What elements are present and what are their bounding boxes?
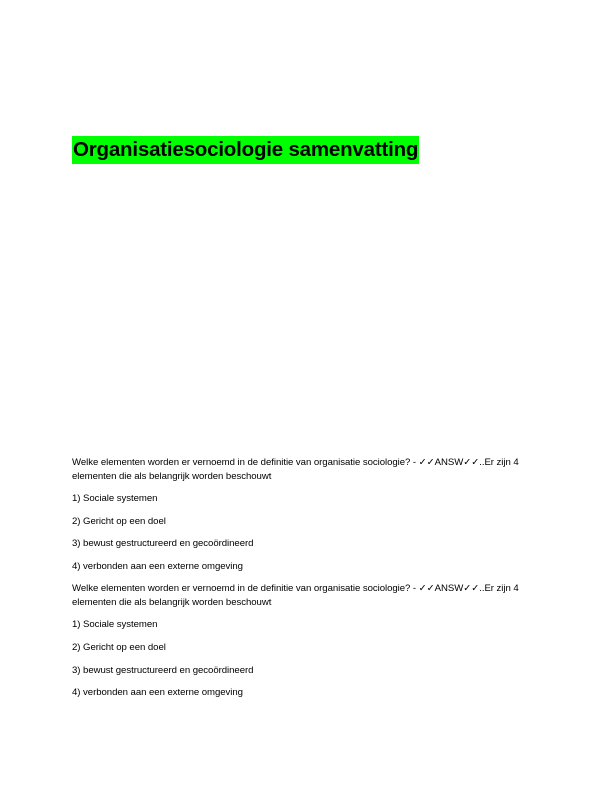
answer-item: 4) verbonden aan een externe omgeving [72, 687, 243, 699]
document-title: Organisatiesociologie samenvatting [72, 136, 419, 164]
answer-item: 1) Sociale systemen [72, 493, 158, 504]
answer-item: 2) Gericht op een doel [72, 641, 166, 653]
answer-item: 3) bewust gestructureerd en gecoördineerd [72, 538, 254, 550]
qa-block [72, 582, 542, 700]
answer-item: 2) Gericht op een doel [72, 515, 166, 527]
answer-item: 3) bewust gestructureerd en gecoördineerd [72, 664, 254, 676]
question-text: Welke elementen worden er vernoemd in de definitie van organisatie sociologie? - ✓✓ANSW✓✓..Er zijn 4 elementen die als belangrijk worden beschouwt [72, 457, 519, 482]
document-content [72, 456, 542, 709]
answer-item: 4) verbonden aan een externe omgeving [72, 560, 243, 572]
qa-block [72, 456, 542, 574]
question-text: Welke elementen worden er vernoemd in de definitie van organisatie sociologie? - ✓✓ANSW✓✓..Er zijn 4 elementen die als belangrijk worden beschouwt [72, 583, 519, 609]
answer-item: 1) Sociale systemen [72, 619, 158, 631]
